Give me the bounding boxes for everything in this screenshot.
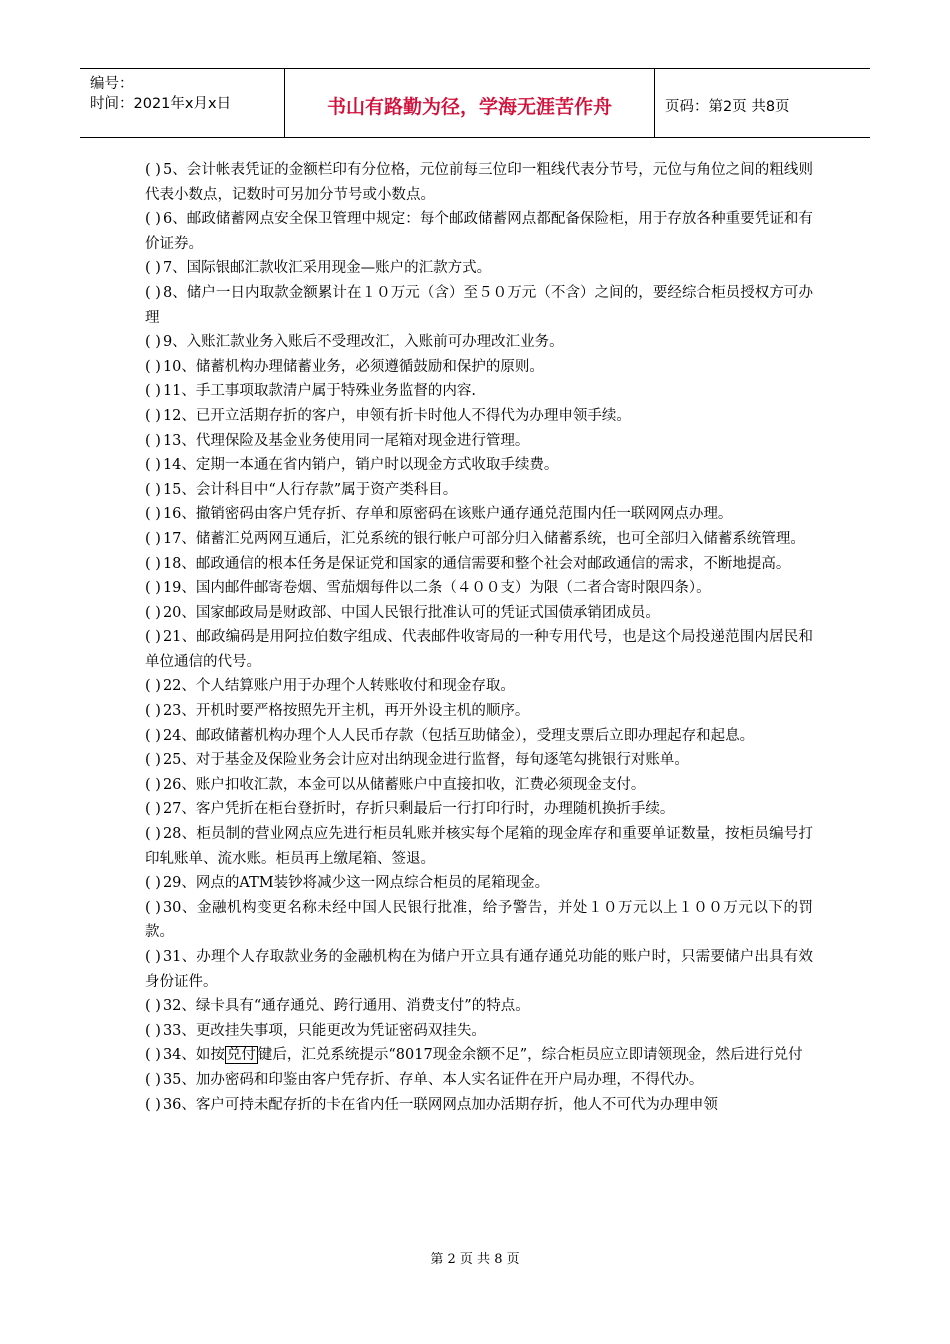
answer-bracket: ( ) — [145, 752, 161, 769]
answer-bracket: ( ) — [145, 949, 161, 965]
answer-bracket: ( ) — [145, 555, 161, 572]
question-text: 19、国内邮件邮寄卷烟、雪茄烟每件以二条（４００支）为限（二者合寄时限四条）。 — [162, 580, 711, 597]
header-page-info: 页码：第2页 共8页 — [665, 98, 790, 115]
question-text: 22、个人结算账户用于办理个人转账收付和现金存取。 — [162, 678, 515, 695]
header-motto: 书山有路勤为径，学海无涯苦作舟 — [285, 69, 655, 137]
question-text: 12、已开立活期存折的客户，申领有折卡时他人不得代为办理申领手续。 — [162, 407, 631, 424]
answer-bracket: ( ) — [145, 727, 161, 744]
question-item — [145, 207, 813, 256]
question-item — [145, 1093, 813, 1118]
answer-bracket: ( ) — [145, 1071, 161, 1088]
answer-bracket: ( ) — [145, 703, 161, 720]
question-text: 20、国家邮政局是财政部、中国人民银行批准认可的凭证式国债承销团成员。 — [162, 604, 660, 621]
page-footer: 第 2 页 共 8 页 — [430, 1252, 520, 1267]
answer-bracket: ( ) — [145, 334, 161, 351]
question-item — [145, 1043, 813, 1068]
question-text: 9、入账汇款业务入账后不受理改汇，入账前可办理改汇业务。 — [162, 334, 564, 351]
question-text: 31、办理个人存取款业务的金融机构在为储户开立具有通存通兑功能的账户时，只需要储户出具有效身份证件。 — [145, 949, 813, 990]
answer-bracket: ( ) — [145, 1096, 161, 1113]
question-text: 30、金融机构变更名称未经中国人民银行批准，给予警告，并处１０万元以上１００万元以下的罚款。 — [145, 899, 813, 941]
question-item — [145, 158, 813, 207]
question-text: 27、客户凭折在柜台登折时，存折只剩最后一行打印行时，办理随机换折手续。 — [162, 801, 675, 818]
question-item — [145, 945, 813, 994]
question-item — [145, 601, 813, 626]
question-text: 15、会计科目中“人行存款”属于资产类科目。 — [162, 481, 458, 498]
question-item — [145, 1019, 813, 1044]
question-text: 24、邮政储蓄机构办理个人人民币存款（包括互助储金），受理支票后立即办理起存和起息。 — [162, 727, 755, 744]
question-text: 5、会计帐表凭证的金额栏印有分位格，元位前每三位印一粗线代表分节号，元位与角位之间的粗线则代表小数点，记数时可另加分节号或小数点。 — [145, 162, 813, 203]
answer-bracket: ( ) — [145, 284, 161, 301]
question-item — [145, 674, 813, 699]
question-item — [145, 453, 813, 478]
answer-bracket: ( ) — [145, 432, 161, 449]
answer-bracket: ( ) — [145, 899, 161, 916]
question-item — [145, 429, 813, 454]
answer-bracket: ( ) — [145, 826, 161, 843]
header-meta — [80, 69, 285, 137]
answer-bracket: ( ) — [145, 629, 161, 646]
answer-bracket: ( ) — [145, 407, 161, 424]
question-item — [145, 330, 813, 355]
question-item — [145, 404, 813, 429]
question-text: 16、撤销密码由客户凭存折、存单和原密码在该账户通存通兑范围内任一联网网点办理。 — [162, 506, 733, 523]
question-text: 25、对于基金及保险业务会计应对出纳现金进行监督，每旬逐笔勾挑银行对账单。 — [162, 752, 689, 769]
answer-bracket: ( ) — [145, 604, 161, 621]
question-text: 28、柜员制的营业网点应先进行柜员轧账并核实每个尾箱的现金库存和重要单证数量，按柜员编号打印轧账单、流水账。柜员再上缴尾箱、签退。 — [145, 826, 813, 867]
answer-bracket: ( ) — [145, 383, 161, 400]
question-text: 17、储蓄汇兑两网互通后，汇兑系统的银行帐户可部分归入储蓄系统，也可全部归入储蓄系统管理。 — [162, 530, 805, 547]
question-item — [145, 724, 813, 749]
question-item — [145, 256, 813, 281]
question-text: 36、客户可持未配存折的卡在省内任一联网网点加办活期存折，他人不可代为办理申领 — [162, 1096, 718, 1113]
answer-bracket: ( ) — [145, 580, 161, 597]
question-item — [145, 896, 813, 945]
question-text: 33、更改挂失事项，只能更改为凭证密码双挂失。 — [162, 1022, 486, 1039]
answer-bracket: ( ) — [145, 260, 161, 277]
answer-bracket: ( ) — [145, 211, 161, 228]
question-text: 18、邮政通信的根本任务是保证党和国家的通信需要和整个社会对邮政通信的需求，不断地提高。 — [162, 555, 791, 572]
question-text: 11、手工事项取款清户属于特殊业务监督的内容. — [162, 383, 476, 400]
answer-bracket: ( ) — [145, 801, 161, 818]
question-text: 32、绿卡具有“通存通兑、跨行通用、消费支付”的特点。 — [162, 998, 530, 1015]
question-text: 26、账户扣收汇款，本金可以从储蓄账户中直接扣收，汇费必须现金支付。 — [162, 776, 646, 793]
answer-bracket: ( ) — [145, 506, 161, 523]
question-text: 34、如按 — [162, 1047, 225, 1064]
question-item — [145, 478, 813, 503]
question-item — [145, 576, 813, 601]
answer-bracket: ( ) — [145, 776, 161, 793]
question-item — [145, 625, 813, 674]
question-text: 8、储户一日内取款金额累计在１０万元（含）至５０万元（不含）之间的，要经综合柜员授权方可办理 — [145, 284, 813, 326]
question-item — [145, 699, 813, 724]
question-item — [145, 822, 813, 871]
question-item — [145, 281, 813, 330]
question-item — [145, 773, 813, 798]
document-date: 时间：2021年x月x日 — [90, 96, 232, 112]
answer-bracket: ( ) — [145, 358, 161, 375]
question-text: 29、网点的ATM装钞将减少这一网点综合柜员的尾箱现金。 — [162, 875, 550, 892]
question-text: 21、邮政编码是用阿拉伯数字组成、代表邮件收寄局的一种专用代号，也是这个局投递范围内居民和单位通信的代号。 — [145, 629, 813, 670]
answer-bracket: ( ) — [145, 678, 161, 695]
question-item — [145, 379, 813, 404]
question-item — [145, 994, 813, 1019]
answer-bracket: ( ) — [145, 875, 161, 892]
question-text: 10、储蓄机构办理储蓄业务，必须遵循鼓励和保护的原则。 — [162, 358, 544, 375]
question-text: 键后，汇兑系统提示“8017现金余额不足”，综合柜员应立即请领现金，然后进行兑付 — [257, 1047, 803, 1064]
question-text: 7、国际银邮汇款收汇采用现金—账户的汇款方式。 — [162, 260, 492, 277]
answer-bracket: ( ) — [145, 481, 161, 498]
question-item — [145, 527, 813, 552]
question-text: 13、代理保险及基金业务使用同一尾箱对现金进行管理。 — [162, 432, 530, 449]
answer-bracket: ( ) — [145, 1047, 161, 1064]
question-item — [145, 502, 813, 527]
question-item — [145, 1068, 813, 1093]
question-text: 35、加办密码和印鉴由客户凭存折、存单、本人实名证件在开户局办理，不得代办。 — [162, 1071, 704, 1088]
page-header — [80, 68, 870, 138]
question-item — [145, 748, 813, 773]
question-item — [145, 355, 813, 380]
answer-bracket: ( ) — [145, 1022, 161, 1039]
question-text: 6、邮政储蓄网点安全保卫管理中规定：每个邮政储蓄网点都配备保险柜，用于存放各种重要凭证和有价证券。 — [145, 211, 813, 252]
question-item — [145, 797, 813, 822]
question-list — [145, 158, 813, 1117]
answer-bracket: ( ) — [145, 998, 161, 1015]
answer-bracket: ( ) — [145, 457, 161, 474]
question-text: 14、定期一本通在省内销户，销户时以现金方式收取手续费。 — [162, 457, 559, 474]
boxed-key-label: 兑付 — [226, 1047, 256, 1064]
document-number-label: 编号： — [90, 76, 134, 92]
question-item — [145, 871, 813, 896]
answer-bracket: ( ) — [145, 162, 161, 178]
answer-bracket: ( ) — [145, 530, 161, 547]
question-text: 23、开机时要严格按照先开主机，再开外设主机的顺序。 — [162, 703, 530, 720]
question-item — [145, 552, 813, 577]
